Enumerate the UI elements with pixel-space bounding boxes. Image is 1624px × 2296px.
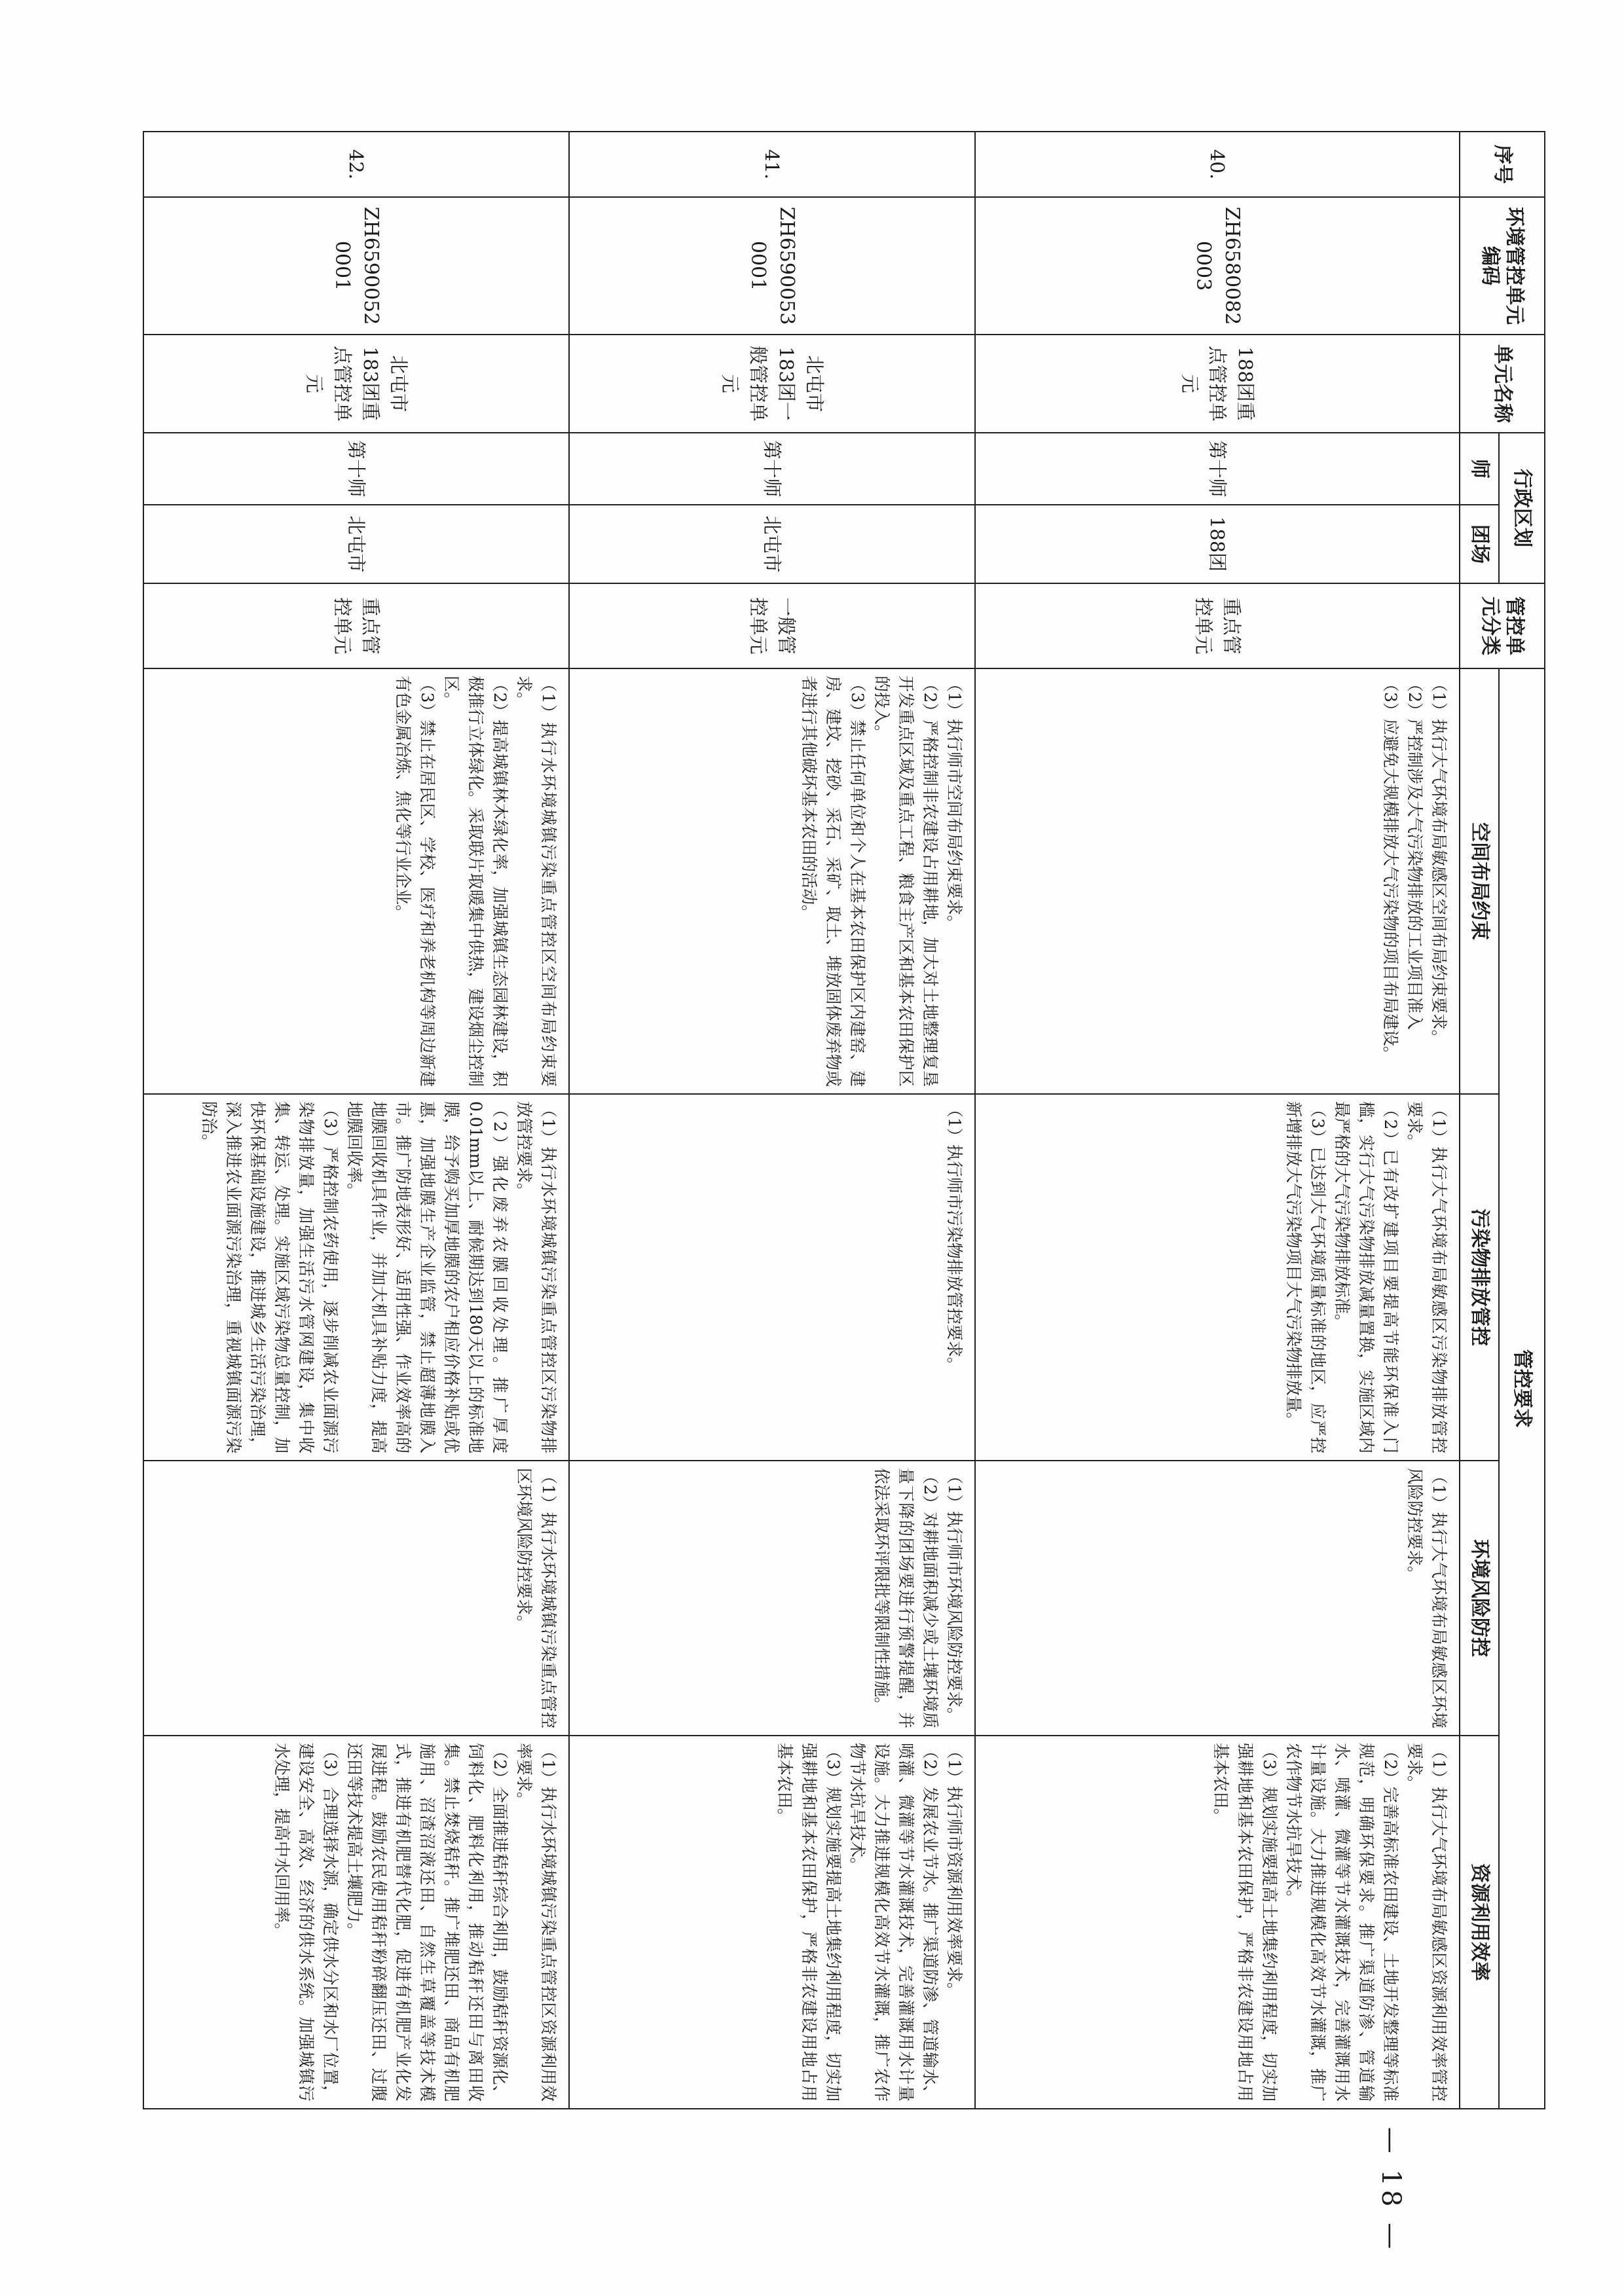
control-unit-table	[143, 131, 1545, 2109]
cell-spatial	[975, 668, 1460, 1094]
cell-regiment: 北屯市	[569, 505, 975, 583]
list-item: （2）对耕地面积减少或土壤环境质量下降的团场要进行预警提醒，并依法采取环评限批等限制性措施。	[872, 1468, 940, 1728]
cell-category: 重点管控单元	[975, 583, 1460, 668]
list-item: （3）严格控制农药使用，逐步削减农业面源污染物排放量，加强生活污水管网建设，集中收集、转运、处理。实施区域污染物总量控制，加快环保基础设施建设，推进城乡生活污染治理，深入推进农业面源污染治理，重视城镇面源污染防治。	[200, 1101, 340, 1453]
cell-pollution	[569, 1094, 975, 1461]
list-item: （3）合理选择水源，确定供水分区和水厂位置，建设安全、高效、经济的供水系统。加强城镇污水处理，提高中水回用率。	[272, 1743, 340, 2102]
cell-seq: 42.	[143, 132, 569, 197]
cell-resource	[143, 1736, 569, 2109]
header-risk: 环境风险防控	[1460, 1461, 1499, 1736]
cell-regiment: 188团	[975, 505, 1460, 583]
table-row	[975, 132, 1460, 2109]
header-regiment: 团场	[1460, 505, 1499, 583]
rotated-table-frame	[144, 131, 1545, 2108]
list-item: （1）执行水环境城镇污染重点管控区环境风险防控要求。	[515, 1468, 558, 1728]
cell-risk	[569, 1461, 975, 1736]
list-item: （2）严格控制非农建设占用耕地，加大对土地整理复垦开发重点区域及重点工程、粮食主产区和基本农田保护区的投入。	[872, 676, 940, 1087]
cell-code: ZH65800820003	[975, 197, 1460, 335]
cell-spatial	[569, 668, 975, 1094]
list-item: （3）已达到大气环境质量标准的地区，应严控新增排放大气污染物项目大气污染物排放量。	[1284, 1101, 1327, 1453]
list-item: （2）已有改扩建项目要提高节能环保准入门槛，实行大气污染物排放减量置换，实施区域内最严格的大气污染物排放标准。	[1333, 1101, 1400, 1453]
cell-spatial	[143, 668, 569, 1094]
cell-pollution	[143, 1094, 569, 1461]
cell-division: 第十师	[975, 433, 1460, 505]
header-division: 师	[1460, 433, 1499, 505]
list-item: （2）强化废弃农膜回收处理。推广厚度0.01mm以上、耐候期达到180天以上的标准地膜，给予购买加厚地膜的农户相应价格补贴或优惠，加强地膜生产企业监管，禁止超薄地膜入市。推广防地表形好、适用性强、作业效率高的地膜回收机具作业，并加大机具补贴力度，提高地膜回收率。	[345, 1101, 509, 1453]
list-item: （3）禁止任何单位和个人在基本农田保护区内建窑、建房、建坟、挖砂、采石、采矿、取土、堆放固体废弃物或者进行其他破坏基本农田的活动。	[800, 676, 867, 1087]
list-item: （3）规划实施要提高土地集约利用程度，切实加强耕地和基本农田保护，严格非农建设用地占用基本农田。	[775, 1743, 843, 2102]
cell-risk	[143, 1461, 569, 1736]
list-item: （1）执行大气环境布局敏感区空间布局约束要求。	[1430, 676, 1449, 1046]
header-admin: 行政区划	[1499, 433, 1545, 583]
cell-name: 北屯市183团重点管控单元	[143, 335, 569, 433]
list-item: （1）执行大气环境布局敏感区资源利用效率管控要求。	[1405, 1743, 1449, 2102]
list-item: （3）禁止在居民区、学校、医疗和养老机构等周边新建有色金属冶炼、焦化等行业企业。	[394, 676, 437, 1087]
list-item: （1）执行师市资源利用效率要求。	[945, 1743, 964, 1999]
list-item: （1）执行大气环境布局敏感区污染物排放管控要求。	[1405, 1101, 1449, 1453]
cell-seq: 40.	[975, 132, 1460, 197]
list-item: （2）完善高标准农田建设、土地开发整理等标准规范，明确环保要求。推广渠道防渗、管道输水、喷灌、微灌等节水灌溉技术，完善灌溉用水计量设施。大力推进规模化高效节水灌溉，推广农作物节水抗旱技术。	[1284, 1743, 1400, 2102]
table-row	[569, 132, 975, 2109]
list-item: （2）全面推进秸秆综合利用，鼓励秸秆资源化、饲料化、肥料化利用，推动秸秆还田与离田收集。禁止焚烧秸秆。推广堆肥还田、商品有机肥施用、沼渣沼液还田、自然生草覆盖等技术模式，推进有机肥替代化肥，促进有机肥产业化发展进程。鼓励农民使用秸秆粉碎翻压还田、过腹还田等技术提高土壤肥力。	[345, 1743, 509, 2102]
header-name: 单元名称	[1460, 335, 1545, 433]
cell-code: ZH65900520001	[143, 197, 569, 335]
cell-seq: 41.	[569, 132, 975, 197]
cell-code: ZH65900530001	[569, 197, 975, 335]
header-requirements: 管控要求	[1499, 668, 1545, 2109]
page-number: — 18 —	[1376, 2126, 1407, 2253]
list-item: （2）提高城镇林木绿化率，加强城镇生态园林建设，积极推行立体绿化。采取联片取暖集中供热，建设烟尘控制区。	[442, 676, 509, 1087]
cell-pollution	[975, 1094, 1460, 1461]
header-code: 环境管控单元编码	[1460, 197, 1545, 335]
cell-category: 一般管控单元	[569, 583, 975, 668]
header-seq: 序号	[1460, 132, 1545, 197]
cell-regiment: 北屯市	[143, 505, 569, 583]
cell-division: 第十师	[569, 433, 975, 505]
cell-name: 北屯市183团一般管控单元	[569, 335, 975, 433]
header-resource: 资源利用效率	[1460, 1736, 1499, 2109]
list-item: （1）执行水环境城镇污染重点管控区资源利用效率要求。	[515, 1743, 558, 2102]
list-item: （1）执行水环境城镇污染重点管控区空间布局约束要求。	[515, 676, 558, 1087]
cell-resource	[975, 1736, 1460, 2109]
cell-resource	[569, 1736, 975, 2109]
list-item: （2）严控制涉及大气污染物排放的工业项目准入	[1405, 676, 1424, 1030]
list-item: （1）执行大气环境布局敏感区环境风险防控要求。	[1405, 1468, 1449, 1728]
cell-name: 188团重点管控单元	[975, 335, 1460, 433]
header-category: 管控单元分类	[1460, 583, 1545, 668]
list-item: （3）规划实施要提高土地集约利用程度，切实加强耕地和基本农田保护，严格非农建设用地占用基本农田。	[1211, 1743, 1279, 2102]
list-item: （3）应避免大规模排放大气污染物的项目布局建设。	[1381, 676, 1400, 1063]
table-row	[143, 132, 569, 2109]
list-item: （1）执行师市污染物排放管控要求。	[945, 1101, 964, 1374]
cell-risk	[975, 1461, 1460, 1736]
list-item: （2）发展农业节水。推广渠道防渗、管道输水、喷灌、微灌等节水灌溉技术，完善灌溉用水计量设施。大力推进规模化高效节水灌溉，推广农作物节水抗旱技术。	[848, 1743, 940, 2102]
list-item: （1）执行师市空间布局约束要求。	[945, 676, 964, 932]
header-spatial: 空间布局约束	[1460, 668, 1499, 1094]
list-item: （1）执行水环境城镇污染重点管控区污染物排放管控要求。	[515, 1101, 558, 1453]
cell-division: 第十师	[143, 433, 569, 505]
header-pollution: 污染物排放管控	[1460, 1094, 1499, 1461]
cell-category: 重点管控单元	[143, 583, 569, 668]
list-item: （1）执行师市环境风险防控要求。	[945, 1468, 964, 1724]
